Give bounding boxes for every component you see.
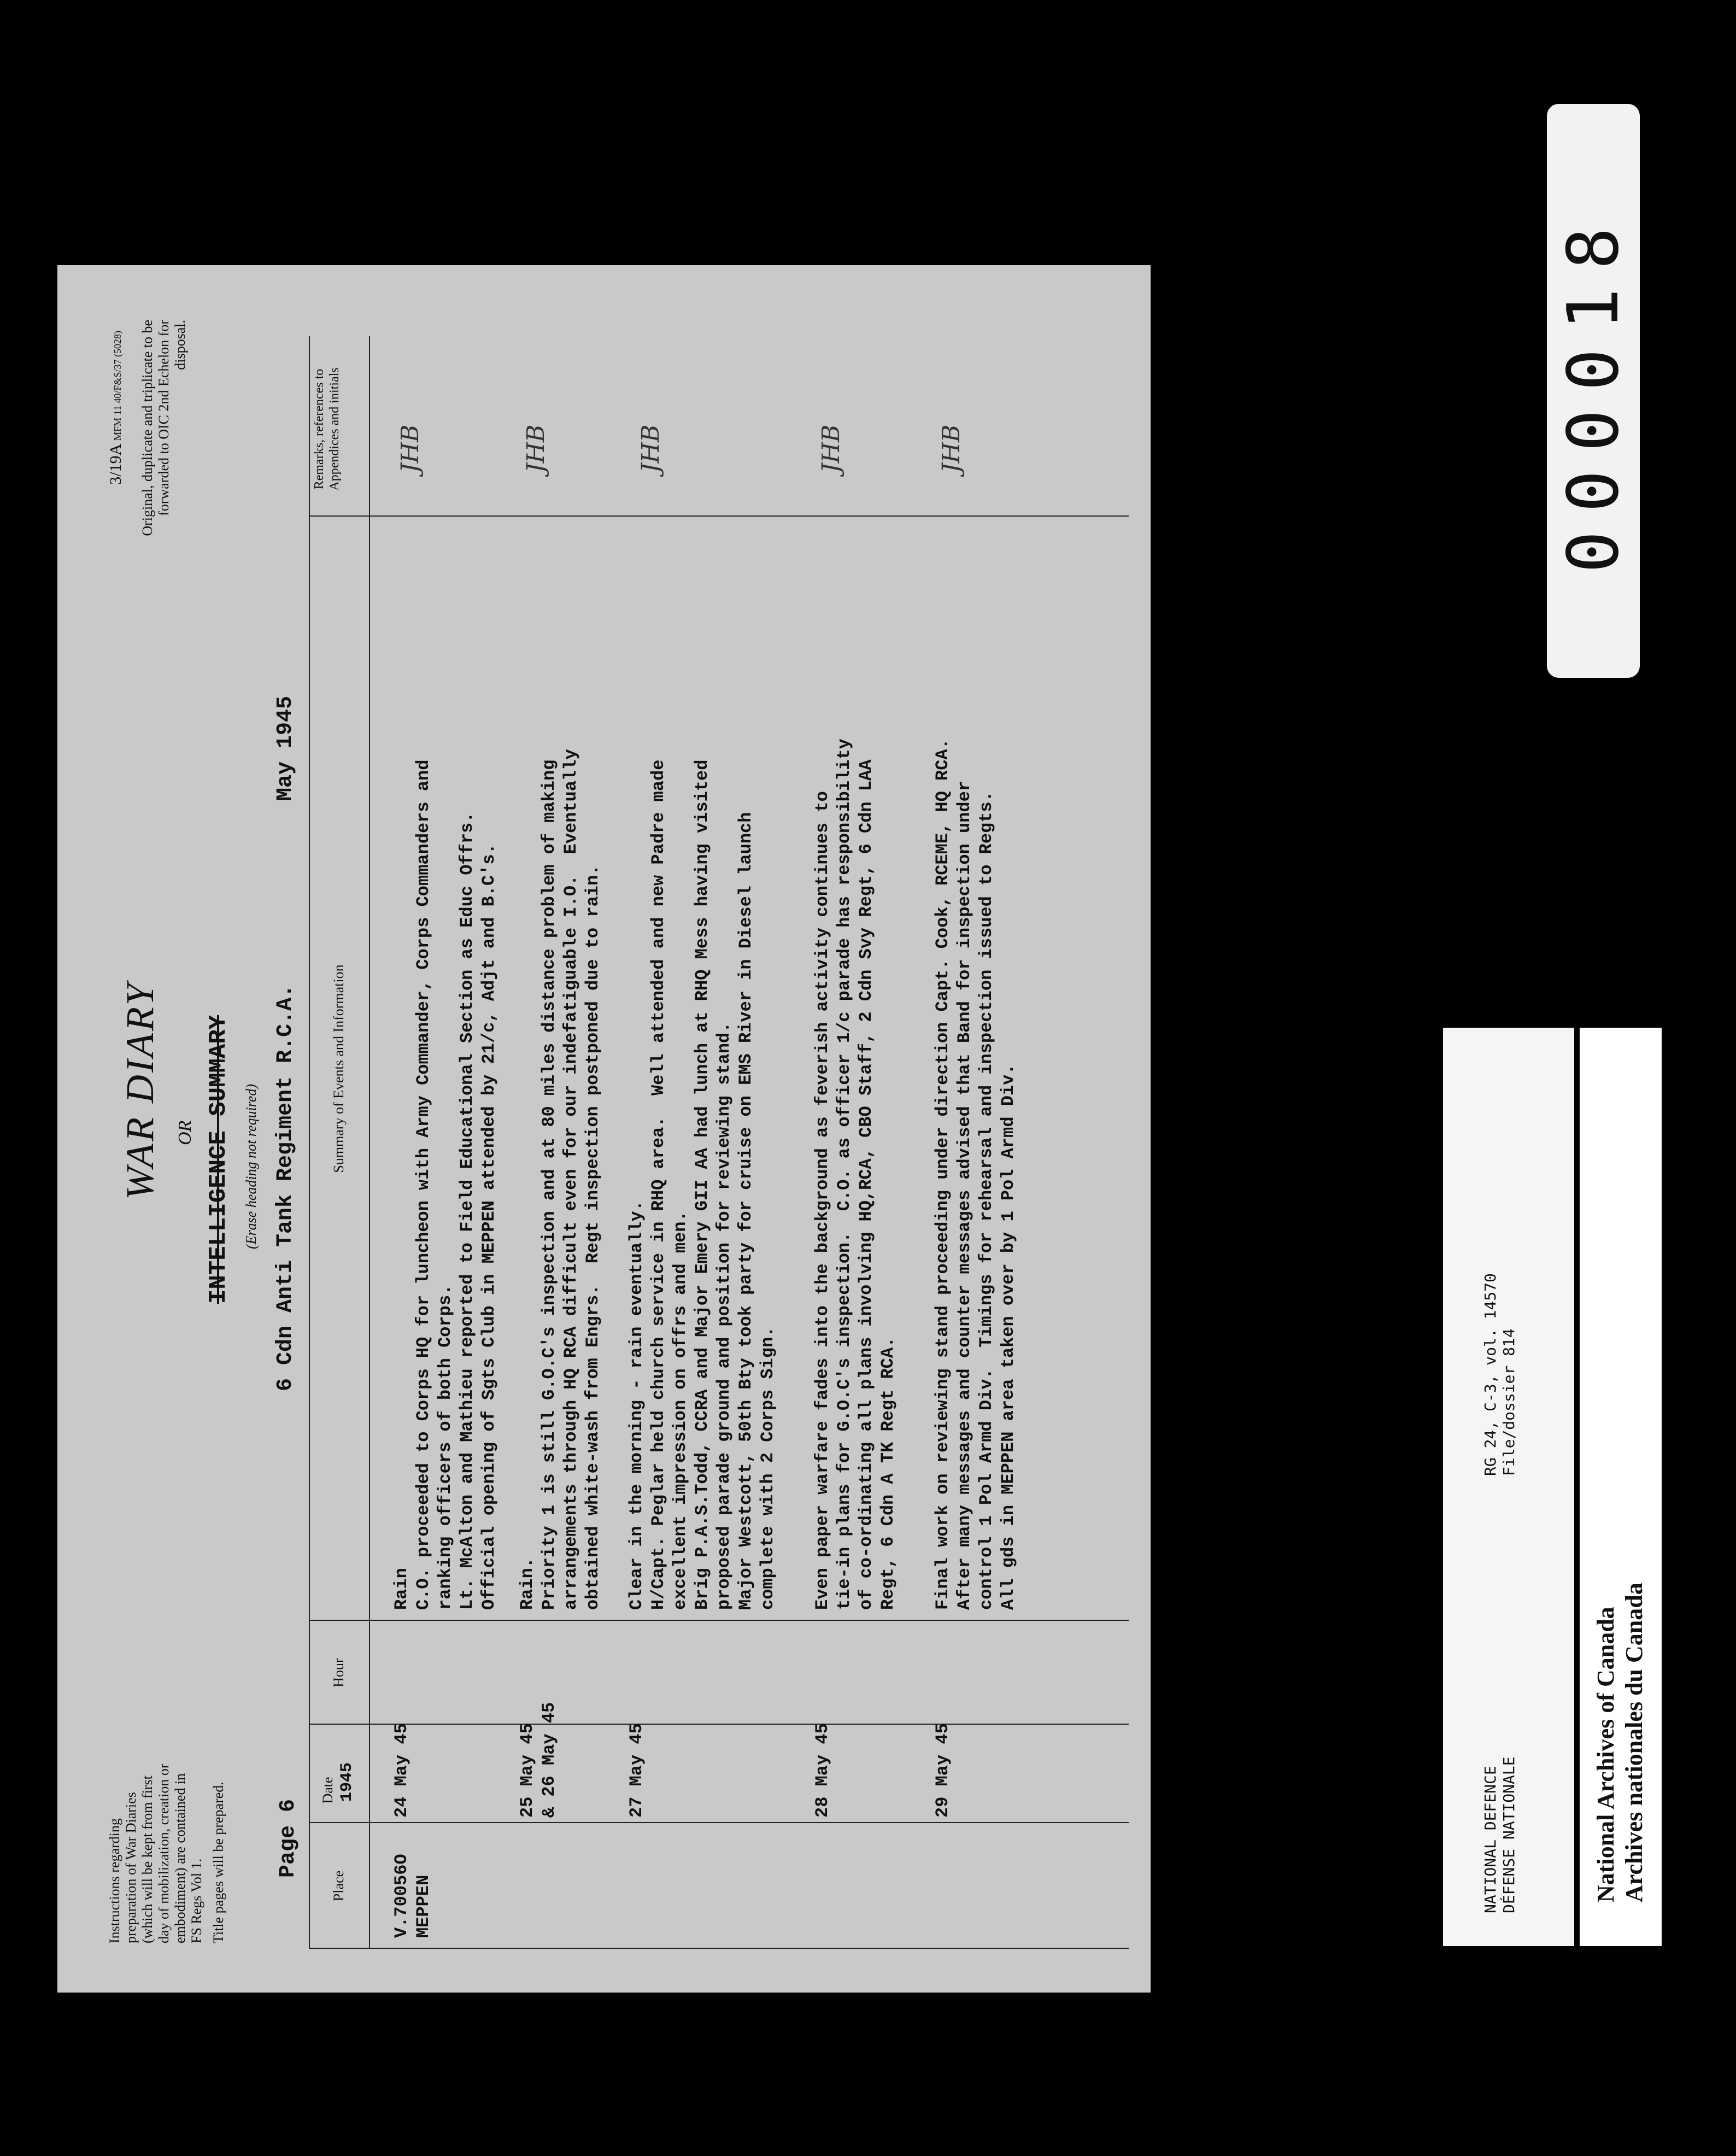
page-number: Page 6 xyxy=(276,1798,301,1878)
column-rule xyxy=(309,1948,1129,1949)
entry-initials: JHB xyxy=(637,424,665,473)
column-rule xyxy=(309,1724,1129,1725)
war-diary-page xyxy=(57,265,1151,1993)
entry-text: Final work on reviewing stand proceeding under direction Capt. Cook, RCEME, HQ RCA. After many messages and counter messages advised that Band for inspection under control 1 Pol Armd Div. Timings for rehearsal and inspection issued to Regts. All gds in MEPPEN area taken over by 1 Pol Armd Div. xyxy=(932,739,1018,1610)
unit-name: 6 Cdn Anti Tank Regiment R.C.A. xyxy=(273,984,298,1391)
disposal-note: Original, duplicate and triplicate to be forwarded to OIC 2nd Echelon for disposal. xyxy=(139,320,188,536)
entry-initials: JHB xyxy=(522,424,550,473)
diary-title: WAR DIARY xyxy=(118,981,162,1200)
title-pages-note: Title pages will be prepared. xyxy=(210,1782,226,1943)
form-number: 3/19A xyxy=(107,444,125,485)
archives-text xyxy=(1580,1028,1662,1946)
intelligence-summary-struck: INTELLIGENCE SUMMARY xyxy=(205,1015,232,1304)
table-top-rule xyxy=(309,336,310,1949)
entry-text: Rain. Priority 1 is still G.O.C's inspection and at 80 miles distance problem of making arrangements through HQ RCA difficult even for our indefatiguable I.O. Eventually obtained white-wash from Engrs. Regt inspection postponed due to rain. xyxy=(517,749,603,1610)
col-remarks: Remarks, references to Appendices and initials xyxy=(312,367,342,491)
rg-reference: RG 24, C-3, vol. 14570 xyxy=(1481,1273,1499,1476)
archives-fr: Archives nationales du Canada xyxy=(1621,1583,1647,1902)
entry-initials: JHB xyxy=(937,424,965,473)
col-place: Place xyxy=(331,1870,347,1902)
document-content xyxy=(57,265,1151,1993)
col-year: 1945 xyxy=(338,1762,356,1802)
nd-line-1: NATIONAL DEFENCE xyxy=(1481,1766,1499,1913)
instructions-block xyxy=(107,1763,227,1943)
entry-date: 28 May 45 xyxy=(812,1723,832,1818)
diary-table xyxy=(309,336,1129,1949)
instructions-text: Instructions regarding preparation of War Diaries (which will be kept from first day of mobilization, creation or embodiment) are contained in FS Regs Vol 1. xyxy=(107,1764,204,1943)
month-year: May 1945 xyxy=(273,695,298,801)
entry-initials: JHB xyxy=(396,424,424,473)
column-rule xyxy=(309,1822,1129,1823)
entry-date: 29 May 45 xyxy=(932,1723,953,1818)
entry-date: 24 May 45 xyxy=(391,1723,412,1818)
column-rule xyxy=(309,1620,1129,1621)
form-reference: MFM 11 40/F&S/37 (5028) xyxy=(112,331,123,441)
place-cell: V.70056O MEPPEN xyxy=(391,1854,433,1938)
file-reference: File/dossier 814 xyxy=(1500,1328,1518,1476)
entry-text: Rain C.O. proceeded to Corps HQ for luncheon with Army Commander, Corps Commanders and ranking officers of both Corps. Lt. McAlton and Mathieu reported to Field Educational Section as Educ Offrs. Official opening of Sgts Club in MEPPEN attended by 21/c, Adjt and B.C's. xyxy=(391,759,499,1610)
entry-text: Clear in the morning - rain eventually. H/Capt. Peglar held church service in RHQ area. Well attended and new Padre made excellent impression on offrs and men. Brig P.A.S.Todd, CCRA and Major Emery GII AA had lunch at RHQ Mess having visited proposed parade ground and position for reviewing stand. Major Westcott, 50th Bty took party for cruise on EMS River in Diesel launch complete with 2 Corps Sign. xyxy=(626,759,778,1610)
frame-number: 000018 xyxy=(1552,208,1634,573)
header-rule xyxy=(369,336,370,1949)
entry-initials: JHB xyxy=(817,424,845,473)
col-hour: Hour xyxy=(331,1658,347,1688)
national-defence-text xyxy=(1443,1028,1574,1946)
diary-or: OR xyxy=(175,1120,195,1145)
nd-line-2: DÉFENSE NATIONALE xyxy=(1500,1756,1518,1913)
entry-text: Even paper warfare fades into the background as feverish activity continues to tie-in plans for G.O.C's inspection. C.O. as officer 1/c parade has responsibility of co-ordinating all plans involving HQ,RCA, CBO Staff, 2 Cdn Svy Regt, 6 Cdn LAA Regt, 6 Cdn A TK Regt RCA. xyxy=(812,739,898,1610)
archives-en: National Archives of Canada xyxy=(1592,1607,1619,1902)
erase-note: (Erase heading not required) xyxy=(243,1083,259,1249)
col-date: Date xyxy=(320,1777,336,1804)
entry-date: 27 May 45 xyxy=(626,1723,647,1818)
column-rule xyxy=(309,515,1129,517)
entry-date: 25 May 45 & 26 May 45 xyxy=(517,1702,559,1818)
col-summary: Summary of Events and Information xyxy=(331,964,347,1173)
form-code xyxy=(107,331,125,485)
